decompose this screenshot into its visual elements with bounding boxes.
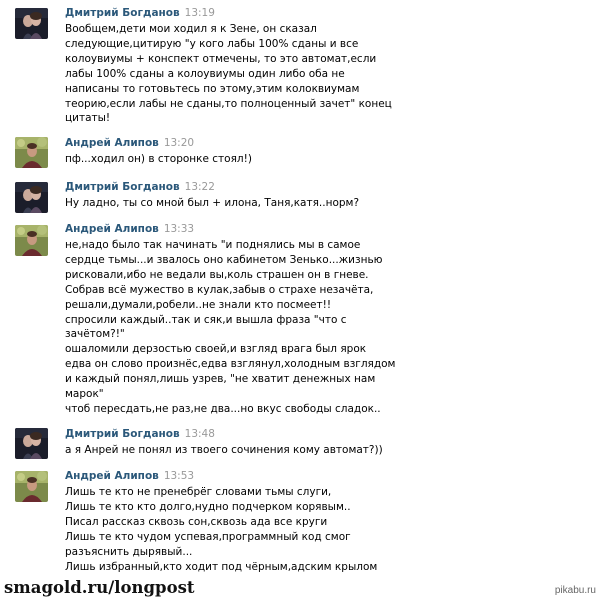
watermark-right: pikabu.ru	[554, 585, 596, 596]
text-line: не,надо было так начинать "и поднялись мы в самое	[65, 239, 361, 251]
message-header	[65, 428, 215, 441]
message-time: 13:20	[163, 137, 195, 149]
message-text	[65, 443, 383, 458]
avatar[interactable]	[15, 225, 48, 256]
text-line: написаны то готовьтесь по этому,этим колоквиумам	[65, 82, 360, 95]
avatar[interactable]	[15, 471, 48, 502]
text-line: Ну ладно, ты со мной был + илона, Таня,катя..норм?	[65, 197, 360, 209]
text-line: Писал рассказ сквозь сон,сквозь ада все круги	[65, 515, 328, 528]
message-text	[65, 22, 392, 126]
message-time: 13:48	[184, 428, 215, 440]
text-line: лабы 100% сданы а колоувиумы один либо оба не	[65, 67, 345, 80]
text-line: Вообщем,дети мои ходил я к Зене, он сказал	[65, 23, 317, 35]
text-line: Лишь те кто чудом успевая,программный код смог	[65, 530, 351, 543]
message-text	[65, 238, 396, 417]
message-header	[65, 223, 194, 236]
text-line: сердце тьмы...и звалось оно кабинетом Зенько...жизнью	[65, 253, 383, 266]
text-line: и каждый понял,лишь узрев, "не хватит денежных нам	[65, 373, 376, 386]
avatar[interactable]	[15, 428, 48, 459]
text-line: Лишь избранный,кто ходит под чёрным,адским крылом	[65, 560, 378, 573]
author-name[interactable]: Дмитрий Богданов	[65, 7, 180, 19]
message-time: 13:33	[163, 223, 195, 235]
text-line: марок"	[65, 388, 104, 401]
message-text	[65, 196, 365, 211]
message-header	[65, 137, 194, 150]
message-time: 13:22	[184, 181, 215, 193]
text-line: ошаломили дерзостью своей,и взгляд врага был ярок	[65, 343, 367, 356]
text-line: рисковали,ибо не ведали вы,коль страшен он в гневе.	[65, 268, 369, 281]
author-name[interactable]: Андрей Алипов	[65, 137, 159, 149]
text-line: едва он слово произнёс,едва взглянул,холодным взглядом	[65, 358, 396, 371]
text-line: теорию,если лабы не сданы,то полноценный зачет" конец	[65, 97, 392, 110]
author-name[interactable]: Андрей Алипов	[65, 470, 159, 482]
message-time: 13:53	[163, 470, 195, 482]
avatar[interactable]	[15, 8, 48, 39]
text-line: следующие,цитирую "у кого лабы 100% сданы и все	[65, 37, 359, 50]
author-name[interactable]: Андрей Алипов	[65, 223, 159, 235]
text-line: разъяснить дырявый...	[65, 545, 193, 558]
author-name[interactable]: Дмитрий Богданов	[65, 428, 180, 440]
author-name[interactable]: Дмитрий Богданов	[65, 181, 180, 193]
message-text	[65, 152, 365, 167]
text-line: пф...ходил он) в сторонке стоял!)	[65, 153, 252, 165]
text-line: а я Анрей не понял из твоего сочинения кому автомат?))	[65, 444, 383, 456]
text-line: цитаты!	[65, 112, 111, 125]
message-header	[65, 181, 215, 194]
text-line: спросили каждый..так и сяк,и вышла фраза "что с	[65, 313, 347, 326]
text-line: колоувиумы + конспект отмечены, то это автомат,если	[65, 52, 377, 65]
text-line: чтоб пересдать,не раз,не два...но вкус свободы сладок..	[65, 402, 381, 415]
text-line: Лишь те кто кто долго,нудно подчерком корявым..	[65, 500, 351, 513]
avatar[interactable]	[15, 182, 48, 213]
text-line: Собрав всё мужество в кулак,забыв о страхе незачёта,	[65, 283, 374, 296]
message-header	[65, 7, 215, 20]
message-header	[65, 470, 194, 483]
watermark-left: smagold.ru/longpost	[4, 578, 195, 597]
text-line: Лишь те кто не пренебрёг словами тьмы слуги,	[65, 486, 332, 498]
message-time: 13:19	[184, 7, 215, 19]
message-text	[65, 485, 378, 574]
avatar[interactable]	[15, 137, 48, 168]
text-line: решали,думали,робели..не знали кто посмеет!!	[65, 298, 332, 311]
text-line: зачётом?!"	[65, 328, 125, 341]
